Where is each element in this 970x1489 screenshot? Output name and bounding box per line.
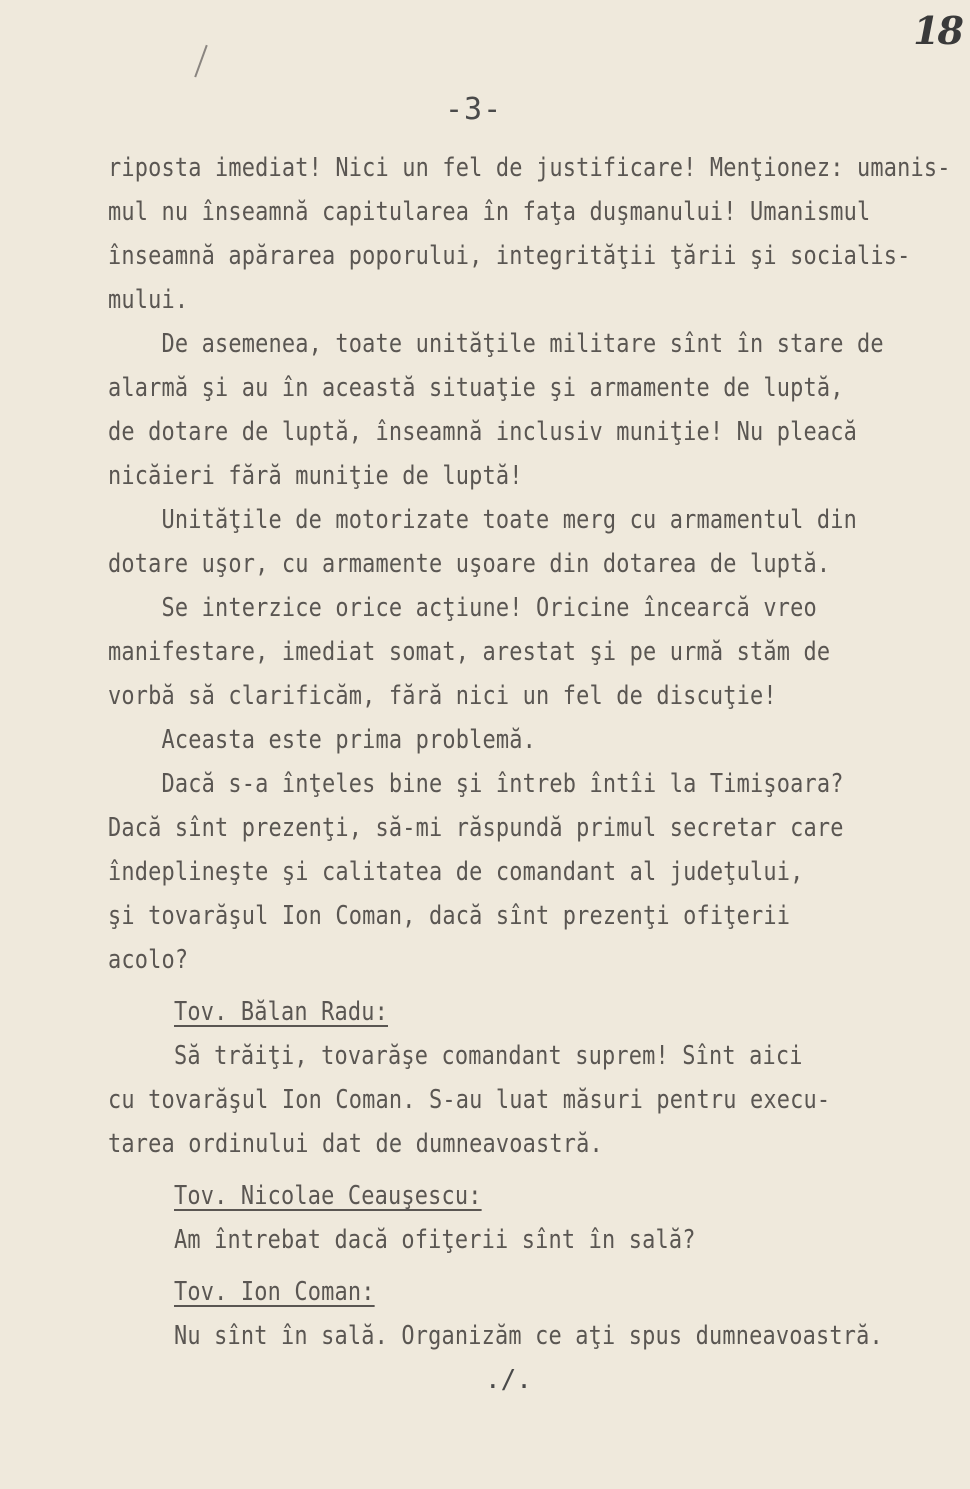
text-line: Unităţile de motorizate toate merg cu armamentul din bbox=[108, 505, 858, 535]
text-line: riposta imediat! Nici un fel de justificare! Menţionez: umanis- bbox=[108, 153, 951, 183]
text-line: manifestare, imediat somat, arestat şi pe urmă stăm de bbox=[108, 637, 831, 667]
page-number: -3- bbox=[445, 92, 503, 127]
text-line: Dacă sînt prezenţi, să-mi răspundă primul secretar care bbox=[108, 813, 844, 843]
end-mark: ./. bbox=[485, 1365, 532, 1395]
speech-line: tarea ordinului dat de dumneavoastră. bbox=[108, 1129, 603, 1159]
text-line: Dacă s-a înţeles bine şi întreb întîi la Timişoara? bbox=[108, 769, 844, 799]
text-line: mului. bbox=[108, 285, 189, 315]
speaker-label: Tov. Ion Coman: bbox=[174, 1277, 375, 1307]
speaker-label: Tov. Nicolae Ceauşescu: bbox=[174, 1181, 482, 1211]
text-line: şi tovarăşul Ion Coman, dacă sînt prezenţi ofiţerii bbox=[108, 901, 791, 931]
speech-line: cu tovarăşul Ion Coman. S-au luat măsuri pentru execu- bbox=[108, 1085, 831, 1115]
speech-line: Nu sînt în sală. Organizăm ce aţi spus dumneavoastră. bbox=[174, 1321, 883, 1351]
text-line: Se interzice orice acţiune! Oricine încearcă vreo bbox=[108, 593, 817, 623]
speaker-label: Tov. Bălan Radu: bbox=[174, 997, 389, 1027]
text-line: Aceasta este prima problemă. bbox=[108, 725, 537, 755]
text-line: înseamnă apărarea poporului, integrităţii ţării şi socialis- bbox=[108, 241, 911, 271]
text-line: alarmă şi au în această situaţie şi armamente de luptă, bbox=[108, 373, 844, 403]
text-line: dotare uşor, cu armamente uşoare din dotarea de luptă. bbox=[108, 549, 831, 579]
text-line: vorbă să clarificăm, fără nici un fel de discuţie! bbox=[108, 681, 777, 711]
speech-line: Să trăiţi, tovarăşe comandant suprem! Sînt aici bbox=[174, 1041, 803, 1071]
text-line: acolo? bbox=[108, 945, 189, 975]
text-line: De asemenea, toate unităţile militare sînt în stare de bbox=[108, 329, 884, 359]
text-line: de dotare de luptă, înseamnă inclusiv muniţie! Nu pleacă bbox=[108, 417, 858, 447]
speech-line: Am întrebat dacă ofiţerii sînt în sală? bbox=[174, 1225, 696, 1255]
text-line: mul nu înseamnă capitularea în faţa duşmanului! Umanismul bbox=[108, 197, 871, 227]
pencil-mark bbox=[194, 45, 207, 77]
text-line: nicăieri fără muniţie de luptă! bbox=[108, 461, 523, 491]
folio-number: 18 bbox=[913, 8, 962, 53]
text-line: îndeplineşte şi calitatea de comandant al judeţului, bbox=[108, 857, 804, 887]
